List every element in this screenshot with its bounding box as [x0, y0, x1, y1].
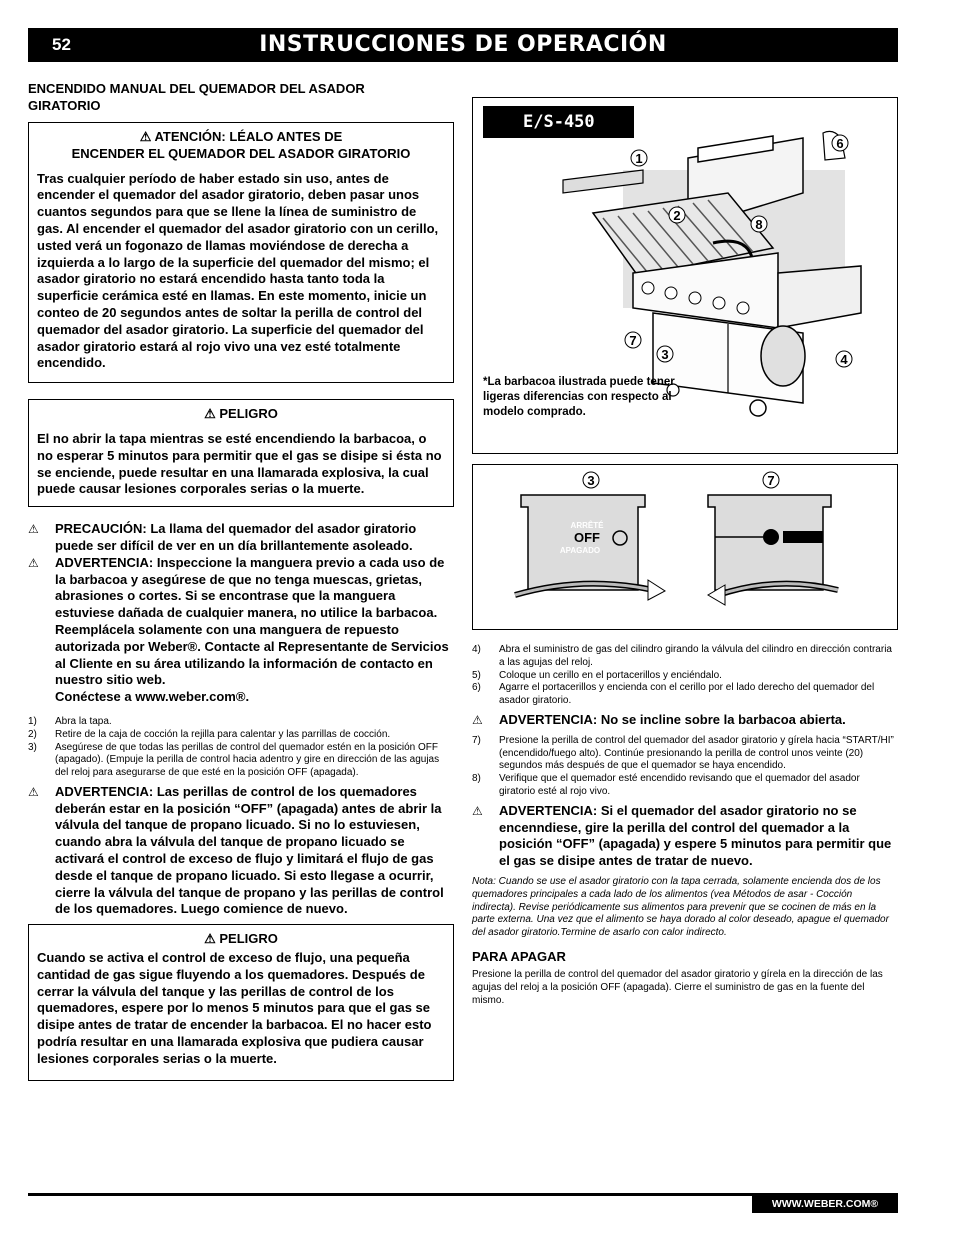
warning-triangle-icon: ⚠ — [28, 522, 39, 537]
list-item: 3) Asegúrese de que todas las perillas de control del quemador estén en la posición OFF (apagado). (Empuje la perilla de control hacia adentro y gire en dirección de las agujas del reloj para asegurarse de que esté en la posición OFF (apagada). — [28, 741, 440, 779]
caution-note: ⚠ PRECAUCIÓN: La llama del quemador del asador giratorio puede ser difícil de ver en un día brillantemente asoleado. — [28, 521, 417, 553]
knob-callout-7: 7 — [767, 473, 775, 488]
callout-1: 1 — [635, 151, 643, 166]
lean-warning: ⚠ ADVERTENCIA: No se incline sobre la barbacoa abierta. — [472, 711, 846, 727]
list-item: 7) Presione la perilla de control del quemador del asador giratorio y gírela hacia “START/HI” (encendido/fuego alto). Continúe presionando la perilla de control unos veinte (20) segundos más después de que el quemador se haya encendido. — [472, 734, 894, 772]
list-item: 1) Abra la tapa. — [28, 715, 112, 727]
attention-body: Tras cualquier período de haber estado sin uso, antes de encender el quemador del asador giratorio, deben pasar unos cuantos segundos para que se llene la línea de suministro de gas. Al encender el quemador del asador giratorio con un cerillo, usted verá un fogonazo de llamas moviéndose de derecha a izquierda a lo largo de la superficie del quemador del mismo; el asador giratorio no estará encendido hasta tanto toda la superficie cerámica esté en llamas. En este momento, inicie un conteo de 20 segundos antes de soltar la perilla de control del quemador del asador giratorio. La superficie del quemador del asador giratorio estará al rojo vivo una vez esté totalmente encendido. — [37, 170, 439, 371]
steps-list-1 — [28, 716, 454, 780]
warning-triangle-icon: ⚠ — [28, 555, 39, 570]
model-label: E/S-450 — [483, 106, 634, 138]
right-column — [472, 97, 898, 1007]
steps-list-2 — [472, 644, 898, 708]
knob-label-apagado: APAGADO — [559, 546, 601, 555]
page-title: INSTRUCCIONES DE OPERACIÓN — [259, 32, 667, 57]
page-number: 52 — [52, 35, 71, 54]
knob-illustration-box — [472, 464, 898, 630]
knobs-warning: ⚠ ADVERTENCIA: Las perillas de control de los quemadores deberán estar en la posición “OFF” (apagada) antes de abrir la válvula del tanque de propano licuado. Si no lo estuviesen, cuando abra la válvula del tanque de propano licuado se activará el control de exceso de flujo y limitará el flujo de gas desde el tanque de propano licuado. Si esto llegase a ocurrir, cierre la válvula del tanque de propano y las perillas de control de los quemadores. Luego comience de nuevo. — [28, 783, 444, 917]
knob-illustration — [473, 465, 897, 627]
list-item: 4) Abra el suministro de gas del cilindro girando la válvula del cilindro en dirección contraria a las agujas del reloj. — [472, 644, 892, 668]
callout-7: 7 — [629, 333, 637, 348]
callout-3: 3 — [661, 347, 669, 362]
callout-4: 4 — [840, 352, 848, 367]
grill-illustration-box — [472, 97, 898, 454]
left-column — [28, 80, 454, 1081]
knob-label-arrete: ARRÊTÉ — [570, 521, 604, 530]
list-item: 2) Retire de la caja de cocción la rejilla para calentar y las parrillas de cocción. — [28, 728, 391, 740]
warning-triangle-icon: ⚠ — [472, 803, 483, 818]
danger-body-1: El no abrir la tapa mientras se esté encendiendo la barbacoa, o no esperar 5 minutos para permitir que el gas se disipe si ésta no se enciende, puede resultar en una llamarada explosiva, la cual puede causar lesiones corporales serias o la muerte. — [37, 430, 442, 497]
relight-warning: ⚠ ADVERTENCIA: Si el quemador del asador giratorio no se encenndiese, gire la perilla del control del quemador a la posición “OFF” (apagada) y espere 5 minutos para permitir que el gas se disipe antes de tratar de nuevo. — [472, 802, 892, 869]
attention-title: ⚠ ATENCIÓN: LÉALO ANTES DE ENCENDER EL QUEMADOR DEL ASADOR GIRATORIO — [71, 129, 411, 161]
knob-label-off: OFF — [574, 530, 600, 545]
callout-2: 2 — [673, 208, 681, 223]
shutoff-text: Presione la perilla de control del quemador del asador giratorio y gírela en la dirección de las agujas del reloj a la posición OFF (apagada). Cierre el suministro de gas en la fuente del mismo. — [472, 968, 883, 1006]
weber-website-link[interactable]: Conéctese a www.weber.com®. — [55, 689, 250, 705]
footer-url[interactable]: WWW.WEBER.COM® — [752, 1196, 898, 1213]
list-item: 6) Agarre el portacerillos y encienda con el cerillo por el lado derecho del quemador del asador giratorio. — [472, 682, 875, 707]
danger-box-2 — [28, 924, 454, 1080]
danger-box-1 — [28, 399, 454, 507]
knob-callout-3: 3 — [587, 473, 595, 488]
section-title: ENCENDIDO MANUAL DEL QUEMADOR DEL ASADOR GIRATORIO — [28, 81, 365, 113]
danger-title-2: ⚠ PELIGRO — [204, 931, 278, 947]
steps-list-3 — [472, 735, 898, 799]
shutoff-title: PARA APAGAR — [472, 948, 566, 964]
list-item: 5) Coloque un cerillo en el portacerillos y enciéndalo. — [472, 669, 722, 681]
list-item: 8) Verifique que el quemador esté encendido revisando que el quemador del asador giratorio esté al rojo vivo. — [472, 773, 860, 797]
callout-8: 8 — [755, 217, 763, 232]
danger-title-1: ⚠ PELIGRO — [204, 406, 278, 422]
hose-warning: ⚠ ADVERTENCIA: Inspeccione la manguera previo a cada uso de la barbacoa y asegúrese de que no tenga muescas, grietas, abrasiones o cortes. Si se encontrase que la manguera estuviese dañada de cualquier manera, no utilice la barbacoa. Reemplácela solamente con una manguera de repuesto autorizada por Weber®. Contacte al Representante de Servicios al Cliente en su área utilizando la información de contacto en nuestro sitio web. Conéctese a www.weber.com®. — [28, 554, 449, 705]
danger-body-2: Cuando se activa el control de exceso de flujo, una pequeña cantidad de gas sigue fluyendo a los quemadores. Después de cerrar la válvula del tanque y las perillas de control de los quemadores, espere por lo menos 5 minutos para que el gas se disipe antes de tratar de encender la barbacoa. El no hacer esto podría resultar en una llamarada explosiva que pudiera causar lesiones corporales serias o la muerte. — [37, 950, 432, 1066]
warning-triangle-icon: ⚠ — [472, 712, 483, 727]
callout-6: 6 — [836, 136, 844, 151]
note: Nota: Cuando se use el asador giratorio con la tapa cerrada, solamente encienda dos de los quemadores principales a cada lado de los alimentos (vea Métodos de asar - Cocción indirecta). Revise periódicamente sus alimentos para prevenir que se cocinen de más en la parte externa. Una vez que el alimento se haya dorado al color deseado, apague el quemador del asador giratorio.Termine de asarlo con calor indirecto. — [472, 875, 889, 939]
warning-triangle-icon: ⚠ — [28, 784, 39, 799]
attention-box — [28, 122, 454, 383]
page-header — [28, 28, 898, 62]
illustration-note: *La barbacoa ilustrada puede tener ligeras diferencias con respecto al modelo comprado. — [483, 376, 675, 418]
